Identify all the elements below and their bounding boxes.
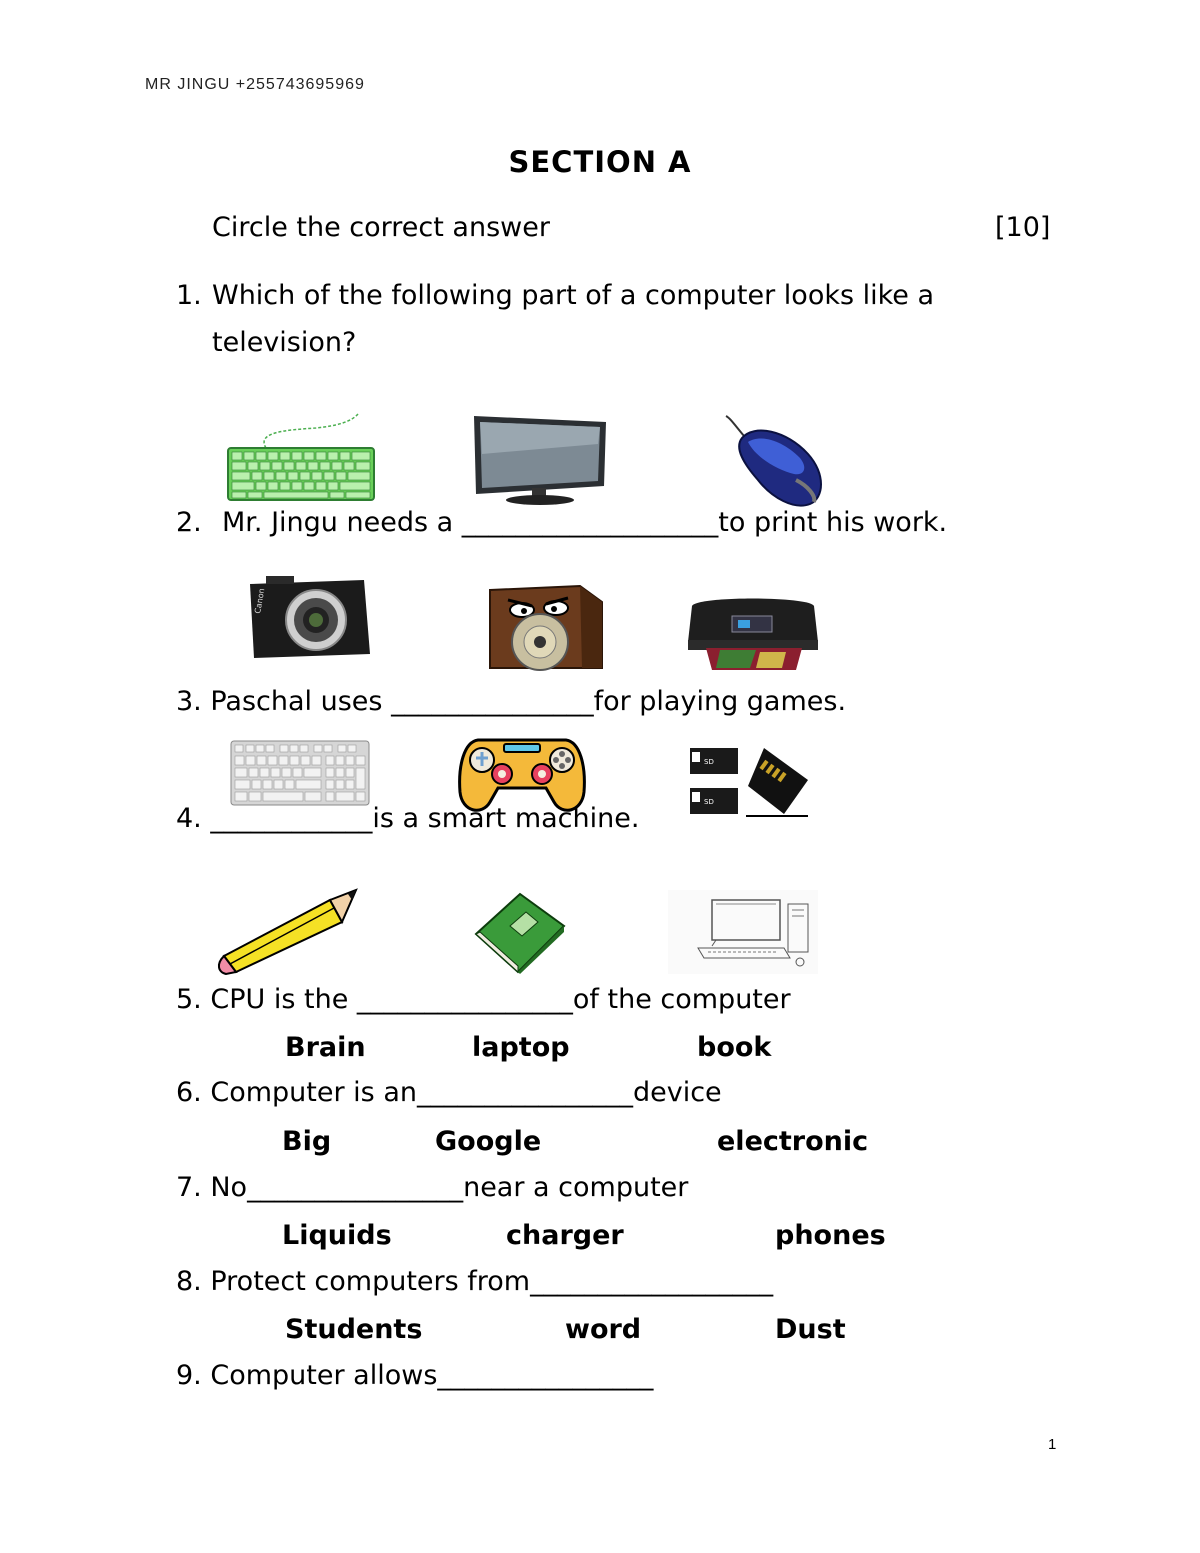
answer-blank[interactable]: ________________: [247, 1172, 464, 1203]
keyboard-icon[interactable]: [230, 740, 370, 806]
question-1-number: 1.: [176, 280, 202, 311]
camera-icon[interactable]: [246, 574, 372, 660]
question-3-stem: 3. Paschal uses _______________for playing games.: [176, 686, 847, 717]
svg-text:Canon: Canon: [253, 587, 267, 615]
page-header: MR JINGU +255743695969: [145, 76, 365, 93]
question-2-stem: Mr. Jingu needs a ___________________to print his work.: [222, 507, 948, 538]
answer-blank[interactable]: ________________: [416, 1077, 633, 1108]
memory-card-icon[interactable]: [688, 744, 810, 818]
answer-blank[interactable]: ________________: [356, 984, 573, 1015]
computer-sketch-icon[interactable]: [668, 890, 818, 974]
total-marks: [10]: [995, 212, 1051, 243]
printer-icon[interactable]: [686, 592, 820, 670]
instruction-text: Circle the correct answer: [212, 212, 550, 243]
svg-text:SD: SD: [704, 758, 714, 766]
option-charger[interactable]: charger: [506, 1220, 624, 1251]
question-1-line1: Which of the following part of a computer looks like a: [212, 280, 935, 311]
option-students[interactable]: Students: [285, 1314, 423, 1345]
question-9-stem: 9. Computer allows________________: [176, 1360, 654, 1391]
question-6-stem: 6. Computer is an________________device: [176, 1077, 722, 1108]
question-8-stem: 8. Protect computers from__________________: [176, 1266, 774, 1297]
question-1-line2: television?: [212, 327, 357, 358]
speaker-icon[interactable]: [488, 584, 604, 670]
option-word[interactable]: word: [565, 1314, 642, 1345]
section-title: SECTION A: [508, 145, 692, 179]
answer-blank[interactable]: ___________________: [461, 507, 719, 538]
option-big[interactable]: Big: [282, 1126, 332, 1157]
answer-blank[interactable]: _______________: [391, 686, 594, 717]
option-google[interactable]: Google: [435, 1126, 542, 1157]
option-phones[interactable]: phones: [775, 1220, 886, 1251]
option-electronic[interactable]: electronic: [717, 1126, 869, 1157]
option-brain[interactable]: Brain: [285, 1032, 366, 1063]
question-5-stem: 5. CPU is the ________________of the computer: [176, 984, 791, 1015]
option-book[interactable]: book: [697, 1032, 772, 1063]
answer-blank[interactable]: ____________: [210, 803, 373, 834]
option-dust[interactable]: Dust: [775, 1314, 846, 1345]
answer-blank[interactable]: ________________: [437, 1360, 654, 1391]
monitor-icon[interactable]: [472, 414, 608, 506]
answer-blank[interactable]: __________________: [530, 1266, 774, 1297]
question-7-stem: 7. No________________near a computer: [176, 1172, 689, 1203]
question-2-number: 2.: [176, 507, 202, 538]
option-laptop[interactable]: laptop: [472, 1032, 570, 1063]
mouse-icon[interactable]: [724, 414, 828, 508]
question-4-stem: 4. ____________is a smart machine.: [176, 803, 640, 834]
option-liquids[interactable]: Liquids: [282, 1220, 392, 1251]
page-number: 1: [1048, 1436, 1057, 1453]
book-icon[interactable]: [472, 890, 566, 974]
svg-text:SD: SD: [704, 798, 714, 806]
pencil-icon[interactable]: [214, 888, 360, 974]
keyboard-icon[interactable]: [226, 412, 376, 502]
